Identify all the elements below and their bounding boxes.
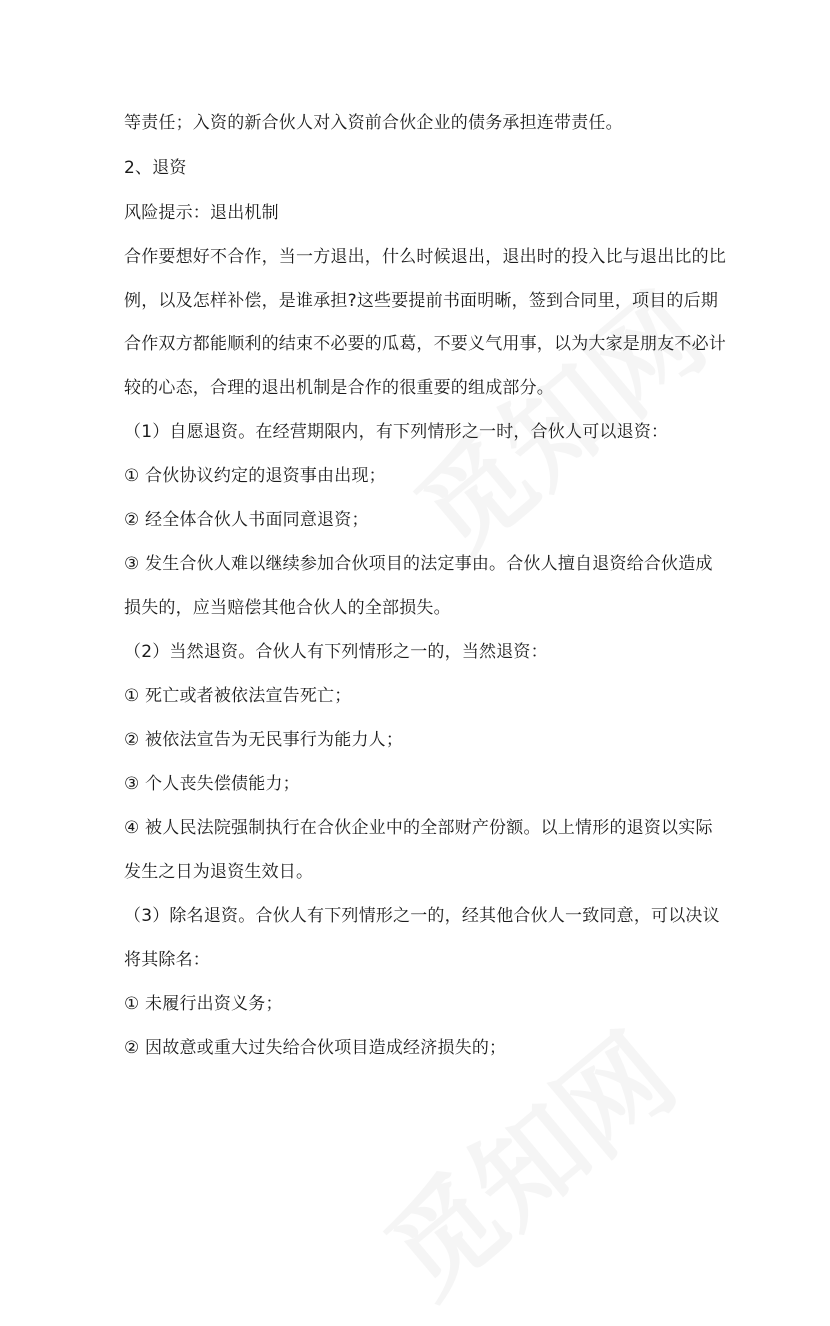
text-line: 较的心态，合理的退出机制是合作的很重要的组成部分。 bbox=[124, 378, 554, 398]
list-item: ④ 被人民法院强制执行在合伙企业中的全部财产份额。以上情形的退资以实际 bbox=[124, 818, 713, 838]
text-line: 发生之日为退资生效日。 bbox=[124, 862, 314, 882]
list-item: ② 被依法宣告为无民事行为能力人； bbox=[124, 730, 404, 750]
list-item: ② 经全体合伙人书面同意退资； bbox=[124, 510, 369, 530]
text-line: （2）当然退资。合伙人有下列情形之一的，当然退资： bbox=[124, 642, 548, 662]
section-heading: 2、退资 bbox=[124, 158, 187, 178]
text-line: （3）除名退资。合伙人有下列情形之一的，经其他合伙人一致同意，可以决议 bbox=[124, 906, 720, 926]
text-line: 风险提示：退出机制 bbox=[124, 203, 279, 223]
text-line: 合作双方都能顺利的结束不必要的瓜葛，不要义气用事，以为大家是朋友不必计 bbox=[124, 334, 726, 354]
list-item: ① 死亡或者被依法宣告死亡； bbox=[124, 686, 352, 706]
list-item: ③ 发生合伙人难以继续参加合伙项目的法定事由。合伙人擅自退资给合伙造成 bbox=[124, 554, 713, 574]
text-line: 损失的，应当赔偿其他合伙人的全部损失。 bbox=[124, 598, 451, 618]
list-item: ① 未履行出资义务； bbox=[124, 994, 283, 1014]
text-line: 将其除名： bbox=[124, 950, 210, 970]
list-item: ③ 个人丧失偿债能力； bbox=[124, 774, 300, 794]
list-item: ① 合伙协议约定的退资事由出现； bbox=[124, 466, 386, 486]
text-line: （1）自愿退资。在经营期限内，有下列情形之一时，合伙人可以退资： bbox=[124, 422, 669, 442]
text-line: 例，以及怎样补偿，是谁承担?这些要提前书面明晰，签到合同里，项目的后期 bbox=[124, 291, 719, 311]
text-line: 等责任；入资的新合伙人对入资前合伙企业的债务承担连带责任。 bbox=[124, 113, 623, 133]
text-line: 合作要想好不合作，当一方退出，什么时候退出，退出时的投入比与退出比的比 bbox=[124, 247, 726, 267]
list-item: ② 因故意或重大过失给合伙项目造成经济损失的； bbox=[124, 1038, 507, 1058]
